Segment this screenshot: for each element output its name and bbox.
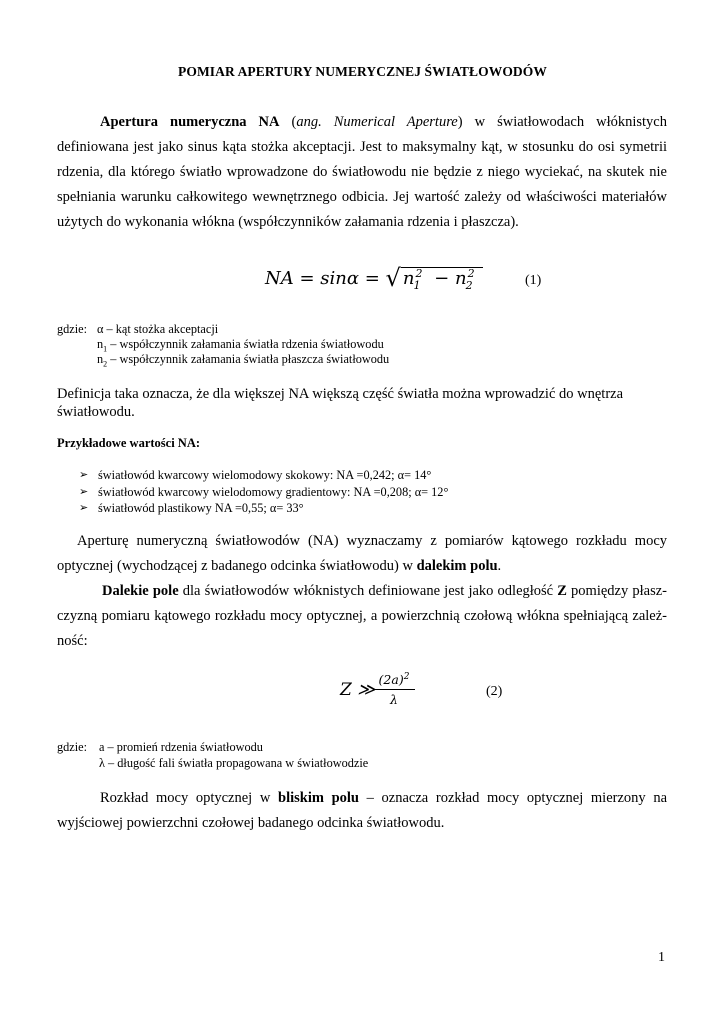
examples-list — [79, 467, 448, 517]
paragraph-far-field — [57, 579, 667, 654]
term-far-field-def: Dalekie pole — [102, 583, 179, 599]
equation-2-fraction — [373, 672, 415, 707]
symbol-subscript: 2 — [103, 359, 108, 369]
arrowhead-bullet-icon: ➢ — [79, 485, 89, 498]
english-term: ang. Numerical Aperture — [296, 114, 458, 130]
symbol-z: Z — [557, 583, 567, 599]
symbol-description: – współczynnik załamania światła płaszcza światłowodu — [107, 352, 390, 366]
far-field-text-2: pomiędzy płasz-czyzną pomiaru kątowego rozkładu mocy optycznej, a powierzchnią czołową włókna spełniającą zależ-ność: — [57, 583, 667, 649]
where-label-2: gdzie: — [57, 740, 88, 754]
where-label-1: gdzie: — [57, 322, 88, 336]
paragraph-definition — [57, 110, 667, 235]
list-item — [79, 467, 448, 484]
list-item-text: światłowód kwarcowy wielomodowy skokowy: NA =0,242; α= 14° — [98, 468, 432, 482]
where2-item-2: λ – długość fali światła propagowana w światłowodzie — [99, 756, 369, 770]
far-field-text: dla światłowodów włóknistych definiowane jest jako odległość — [178, 583, 558, 599]
list-item — [79, 500, 448, 517]
equation-2-number: (2) — [486, 684, 503, 699]
equation-1 — [265, 262, 483, 292]
list-item-text: światłowód kwarcowy wielodomowy gradientowy: NA =0,208; α= 12° — [98, 484, 449, 499]
eq1-sub2: 2 — [465, 278, 473, 292]
where-item-3 — [97, 352, 389, 371]
examples-header: Przykładowe wartości NA: — [57, 436, 201, 450]
page-number: 1 — [658, 950, 665, 965]
where-item-1 — [97, 322, 218, 337]
sqrt-icon: √ — [385, 264, 401, 292]
sentence-end: . — [497, 558, 502, 574]
symbol: n — [97, 337, 104, 351]
equation-2-lhs: Z ≫ — [340, 680, 376, 700]
term-numerical-aperture: Apertura numeryczna NA — [100, 114, 280, 130]
eq1-sup1: 2 — [415, 267, 423, 280]
arrowhead-bullet-icon: ➢ — [79, 502, 89, 514]
eq1-sub1: 1 — [413, 278, 421, 292]
definition-text: ) w światłowodach włóknistych definiowana jest jako sinus kąta stożka akceptacji. Jest to maksymalny kąt, w stosunku do osi symetrii rdzenia, dla którego światło wprowadzone do światłowodu nie będzie z niego wyciekać, na skutek nie spełniania warunku całkowitego wewnętrznego odbicia. Jej wartość zależy od właściwości materiałów użytych do wykonania włókna (współczynników załamania rdzenia i płaszcza). — [57, 114, 667, 230]
near-field-definition: – oznacza rozkład mocy optycznej mierzony na wyjściowej powierzchni czołowej badanego odcinka światłowodu. — [57, 790, 668, 831]
eq2-superscript: 2 — [403, 672, 410, 682]
eq1-n2: n — [454, 268, 467, 289]
eq1-sup2: 2 — [467, 267, 475, 280]
symbol: n — [97, 352, 104, 366]
symbol-subscript: 1 — [103, 344, 108, 354]
term-near-field: bliskim polu — [278, 790, 359, 806]
symbol-description: – współczynnik załamania światła rdzenia światłowodu — [107, 337, 384, 351]
page-title: POMIAR APERTURY NUMERYCZNEJ ŚWIATŁOWODÓW — [178, 64, 547, 79]
equation-1-number: (1) — [525, 273, 542, 288]
eq1-n1: n — [402, 268, 415, 289]
eq1-radicand — [401, 267, 483, 292]
text-span: ( — [279, 114, 297, 130]
eq1-lhs: NA = sinα = — [265, 268, 386, 289]
measurement-text: Aperturę numeryczną światłowodów (NA) wyznaczamy z pomiarów kątowego rozkładu mocy optycznej (wychodzącej z badanego odcinka światłowodu) w — [57, 533, 667, 574]
near-field-text: Rozkład mocy optycznej w — [100, 790, 278, 806]
where2-item-1: a – promień rdzenia światłowodu — [99, 740, 263, 754]
eq2-numerator — [373, 672, 415, 690]
term-far-field: dalekim polu — [416, 558, 498, 574]
symbol: α — [97, 322, 104, 336]
list-item — [79, 484, 448, 501]
paragraph-near-field — [57, 786, 667, 836]
paragraph-implication: Definicja taka oznacza, że dla większej NA większą część światła można wprowadzić do wnętrza światłowodu. — [57, 386, 624, 420]
symbol-description: – kąt stożka akceptacji — [103, 322, 219, 336]
eq2-denominator: λ — [390, 692, 398, 708]
list-item-text: światłowód plastikowy NA =0,55; α= 33° — [98, 501, 304, 515]
paragraph-measurement — [57, 529, 667, 579]
eq2-numerator-text: (2a) — [378, 672, 404, 688]
arrowhead-bullet-icon: ➢ — [79, 469, 89, 481]
eq1-minus: − — [428, 268, 455, 289]
